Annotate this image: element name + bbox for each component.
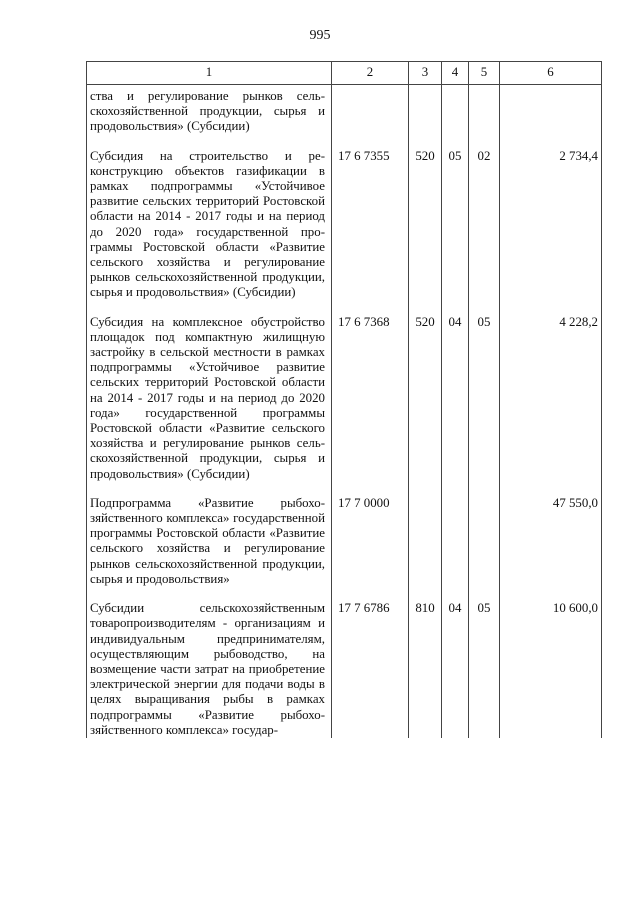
- header-col-6: 6: [500, 62, 602, 85]
- row-pr: 02: [469, 149, 500, 301]
- row-csr: [332, 85, 409, 135]
- row-rz: 04: [442, 601, 469, 738]
- row-rz: [442, 496, 469, 587]
- row-gap: [87, 135, 602, 149]
- row-pr: [469, 85, 500, 135]
- row-pr: 05: [469, 315, 500, 482]
- row-sum: 4 228,2: [500, 315, 602, 482]
- table-row: [87, 601, 602, 738]
- row-pr: 05: [469, 601, 500, 738]
- row-vr: 810: [409, 601, 442, 738]
- row-vr: [409, 85, 442, 135]
- table-row: [87, 149, 602, 301]
- row-name: Субсидия на комплексное обустройство площадок под компактную жилищную застройку в сельской местности в рамках подпрограммы «Устойчивое развитие сельских территорий Ростовской области на 2014 - 2017 годы и на период до 2020 года» государственной программы Ростовской области «Развитие сельского хозяйства и регулирование рынков сельскохозяйственной продукции, сырья и продовольствия» (Субсидии): [87, 315, 332, 482]
- table-row: [87, 85, 602, 135]
- row-name: Субсидия на строительство и реконструкцию объектов газификации в рамках подпрограммы «Устойчивое развитие сельских территорий Ростовской области на 2014 - 2017 годы и на период до 2020 года» государственной программы Ростовской области «Развитие сельского хозяйства и регулирование рынков сельскохозяйственной продукции, сырья и продовольствия» (Субсидии): [87, 149, 332, 301]
- row-vr: [409, 496, 442, 587]
- header-col-4: 4: [442, 62, 469, 85]
- budget-table: [86, 61, 602, 738]
- header-col-1: 1: [87, 62, 332, 85]
- row-vr: 520: [409, 315, 442, 482]
- header-col-2: 2: [332, 62, 409, 85]
- page-number: 995: [309, 28, 331, 43]
- row-sum: [500, 85, 602, 135]
- header-col-5: 5: [469, 62, 500, 85]
- row-gap: [87, 301, 602, 315]
- row-name: Подпрограмма «Развитие рыбохозяйственного комплекса» государственной программы Ростовской области «Развитие сельского хозяйства и регулирование рынков сельскохозяйственной продукции, сырья и продовольствия»: [87, 496, 332, 587]
- row-name: Субсидии сельскохозяйственным товаропроизводителям - организациям и индивидуальным предпринимателям, осуществляющим рыбоводство, на возмещение части затрат на приобретение электрической энергии для подачи воды в целях выращивания рыбы в рамках подпрограммы «Развитие рыбохозяйственного комплекса» государ-: [87, 601, 332, 738]
- row-sum: 2 734,4: [500, 149, 602, 301]
- row-gap: [87, 587, 602, 601]
- header-col-3: 3: [409, 62, 442, 85]
- row-vr: 520: [409, 149, 442, 301]
- row-sum: 10 600,0: [500, 601, 602, 738]
- row-name: ства и регулирование рынков сельскохозяйственной продукции, сырья и продовольствия» (Субсидии): [87, 85, 332, 135]
- row-gap: [87, 482, 602, 496]
- table-header-row: [87, 62, 602, 85]
- row-csr: 17 7 0000: [332, 496, 409, 587]
- row-rz: 05: [442, 149, 469, 301]
- row-csr: 17 7 6786: [332, 601, 409, 738]
- row-rz: [442, 85, 469, 135]
- table-row: [87, 315, 602, 482]
- row-csr: 17 6 7355: [332, 149, 409, 301]
- row-pr: [469, 496, 500, 587]
- row-sum: 47 550,0: [500, 496, 602, 587]
- table-row: [87, 496, 602, 587]
- row-csr: 17 6 7368: [332, 315, 409, 482]
- row-rz: 04: [442, 315, 469, 482]
